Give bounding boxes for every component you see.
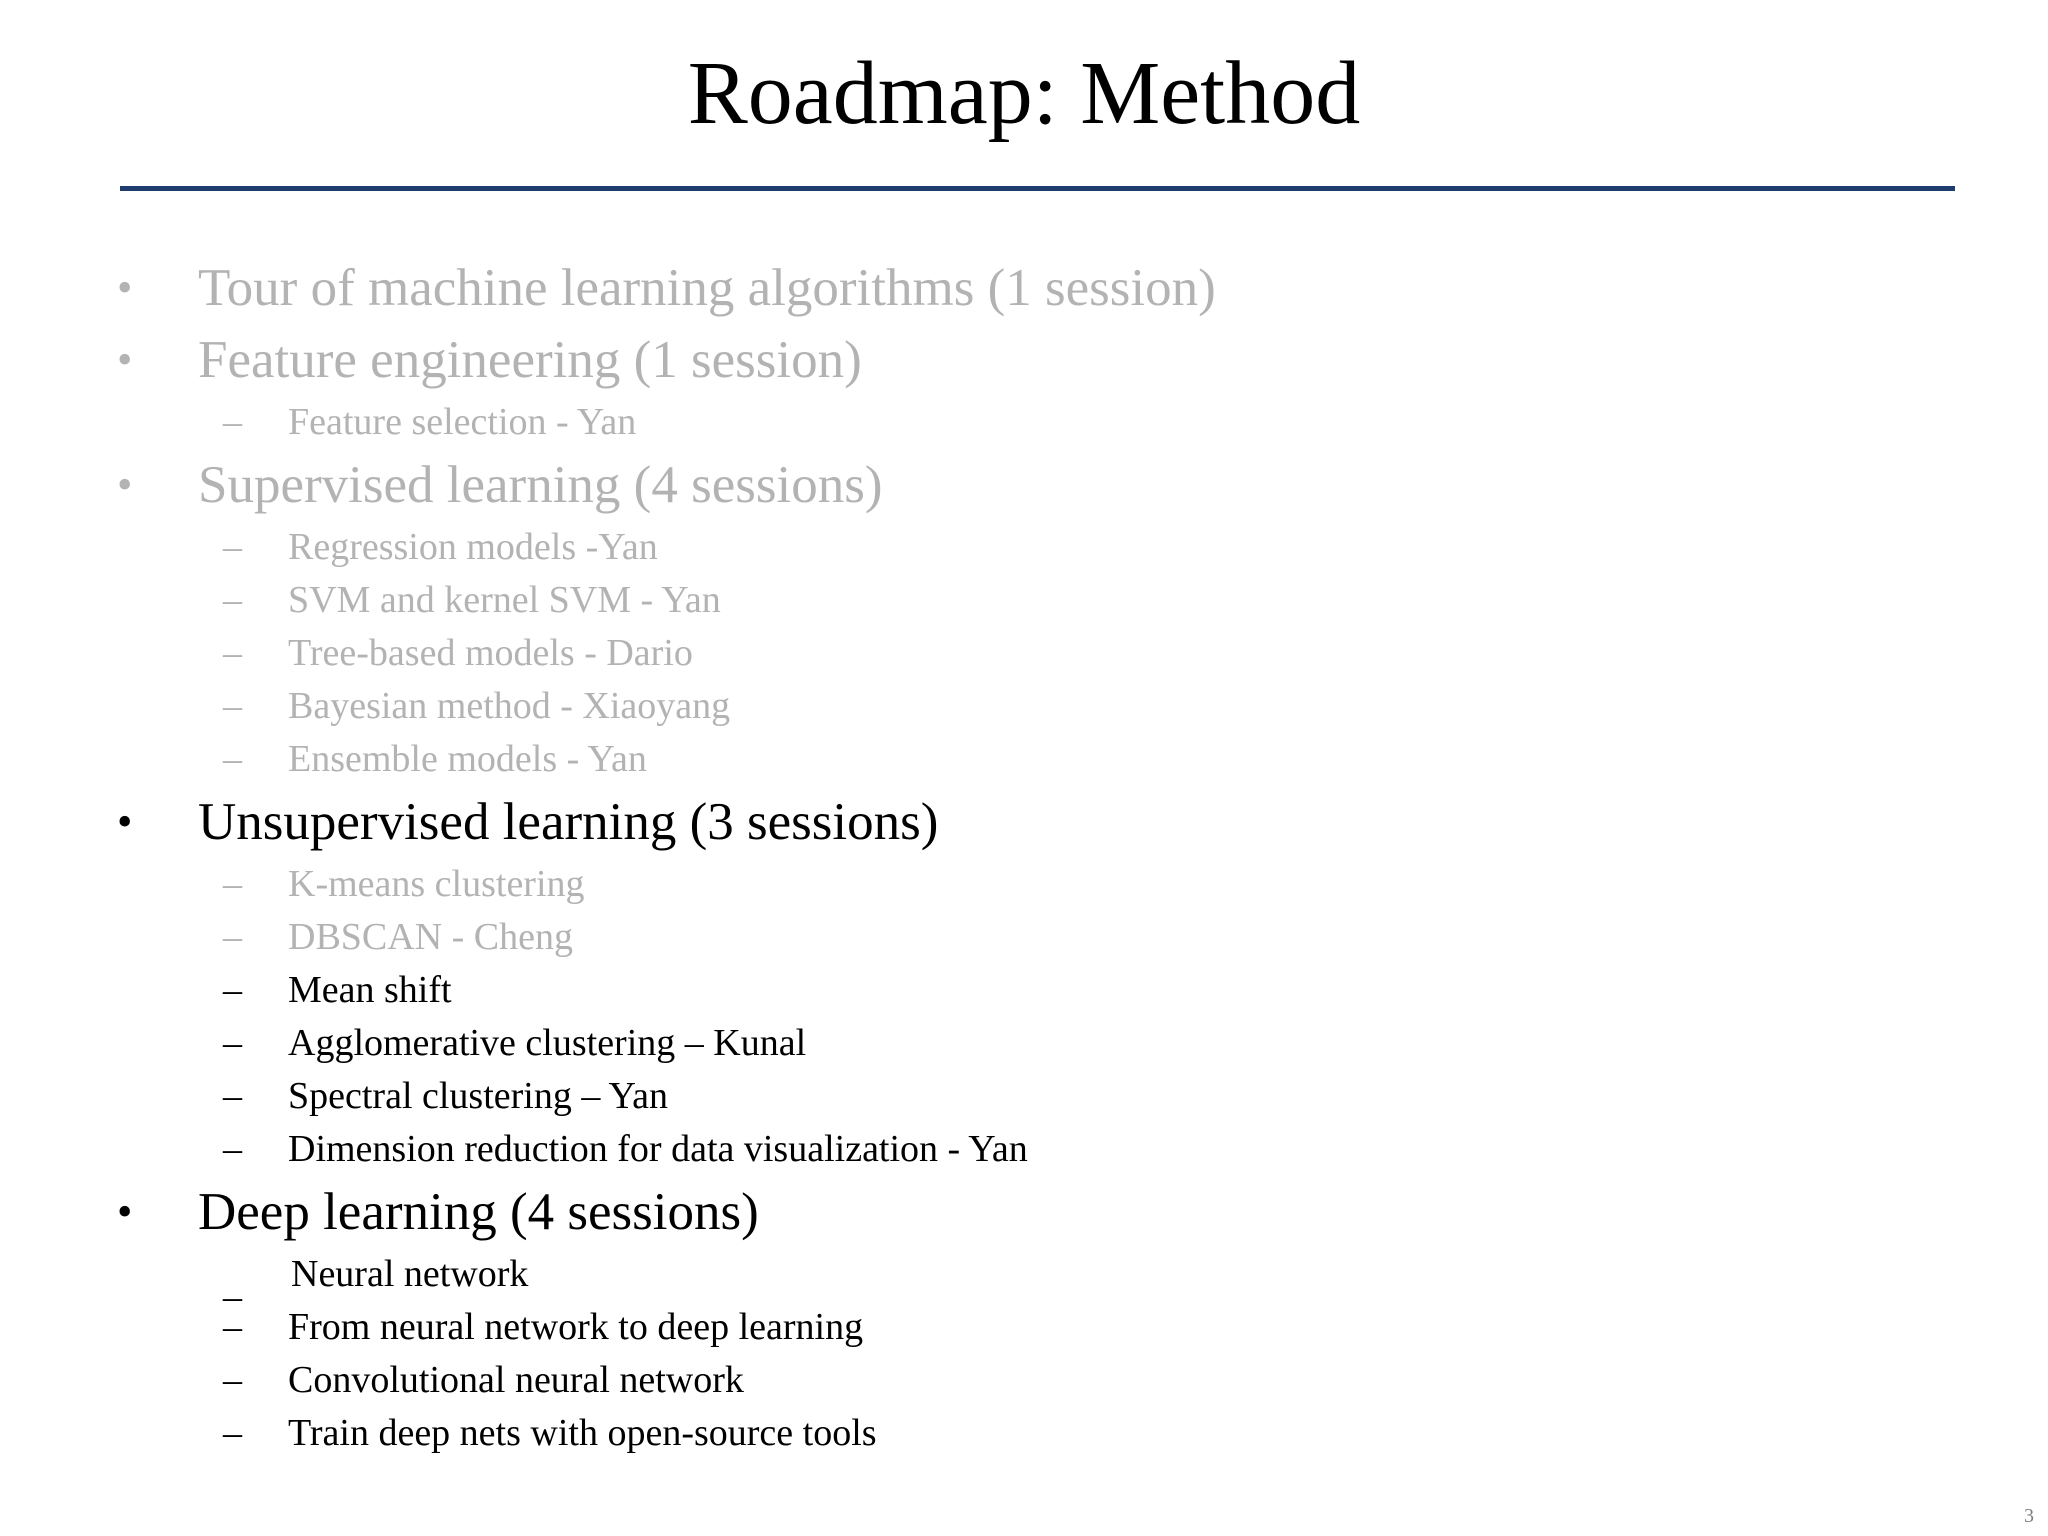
outline-topic <box>0 449 1900 521</box>
outline-item-text: Spectral clustering – Yan <box>288 1075 668 1117</box>
outline-item-text: Neural network <box>291 1253 529 1295</box>
dash-marker: – <box>223 969 242 1011</box>
dash-marker: – <box>223 401 242 443</box>
dash-marker: – <box>223 1412 242 1454</box>
title-divider <box>120 186 1955 191</box>
outline-item-text: Feature engineering (1 session) <box>198 331 862 389</box>
bullet-marker: • <box>117 1187 133 1236</box>
dash-marker: – <box>223 1359 242 1401</box>
outline-subtopic <box>0 1301 1900 1354</box>
outline-topic <box>0 786 1900 858</box>
dash-marker: – <box>223 685 242 727</box>
dash-marker: – <box>223 579 242 621</box>
outline-subtopic <box>0 1354 1900 1407</box>
outline-item-text: K-means clustering <box>288 863 585 905</box>
outline-subtopic <box>0 521 1900 574</box>
outline-subtopic <box>0 1248 1900 1305</box>
outline-item-text: Tree-based models - Dario <box>288 632 693 674</box>
outline-topic <box>0 324 1900 396</box>
dash-marker: – <box>223 1022 242 1064</box>
outline-subtopic <box>0 1070 1900 1123</box>
outline-item-text: Mean shift <box>288 969 452 1011</box>
outline-item-text: Deep learning (4 sessions) <box>198 1183 759 1241</box>
outline-item-text: Bayesian method - Xiaoyang <box>288 685 731 727</box>
dash-marker: – <box>223 916 242 958</box>
outline-subtopic <box>0 680 1900 733</box>
outline-subtopic <box>0 396 1900 449</box>
outline-item-text: From neural network to deep learning <box>288 1306 864 1348</box>
slide-title: Roadmap: Method <box>687 44 1361 143</box>
outline-item-text: Tour of machine learning algorithms (1 session) <box>198 259 1216 317</box>
roadmap-outline <box>0 252 1900 1460</box>
dash-marker: – <box>223 738 242 780</box>
outline-item-text: Dimension reduction for data visualization - Yan <box>288 1128 1028 1170</box>
bullet-marker: • <box>117 263 133 312</box>
outline-subtopic <box>0 964 1900 1017</box>
outline-topic <box>0 1176 1900 1248</box>
bullet-marker: • <box>117 335 133 384</box>
dash-marker: – <box>223 1128 242 1170</box>
outline-subtopic <box>0 1123 1900 1176</box>
outline-item-text: Unsupervised learning (3 sessions) <box>198 793 939 851</box>
outline-item-text: Regression models -Yan <box>288 526 658 568</box>
bullet-marker: • <box>117 797 133 846</box>
outline-item-text: Agglomerative clustering – Kunal <box>288 1022 807 1064</box>
outline-item-text: Supervised learning (4 sessions) <box>198 456 883 514</box>
outline-subtopic <box>0 574 1900 627</box>
outline-item-text: Convolutional neural network <box>288 1359 744 1401</box>
dash-marker: – <box>223 1075 242 1117</box>
dash-marker: – <box>223 632 242 674</box>
outline-subtopic <box>0 627 1900 680</box>
outline-item-text: Feature selection - Yan <box>288 401 637 443</box>
outline-item-text: SVM and kernel SVM - Yan <box>288 579 721 621</box>
outline-item-text: Ensemble models - Yan <box>288 738 647 780</box>
dash-marker: – <box>223 1306 242 1348</box>
outline-topic <box>0 252 1900 324</box>
dash-marker: – <box>223 863 242 905</box>
outline-subtopic <box>0 858 1900 911</box>
outline-subtopic <box>0 1407 1900 1460</box>
dash-marker: _ <box>223 1263 242 1305</box>
outline-subtopic <box>0 733 1900 786</box>
outline-item-text: Train deep nets with open-source tools <box>288 1412 877 1454</box>
outline-subtopic <box>0 911 1900 964</box>
dash-marker: – <box>223 526 242 568</box>
outline-subtopic <box>0 1017 1900 1070</box>
outline-item-text: DBSCAN - Cheng <box>288 916 574 958</box>
page-number: 3 <box>2024 1505 2034 1527</box>
bullet-marker: • <box>117 460 133 509</box>
